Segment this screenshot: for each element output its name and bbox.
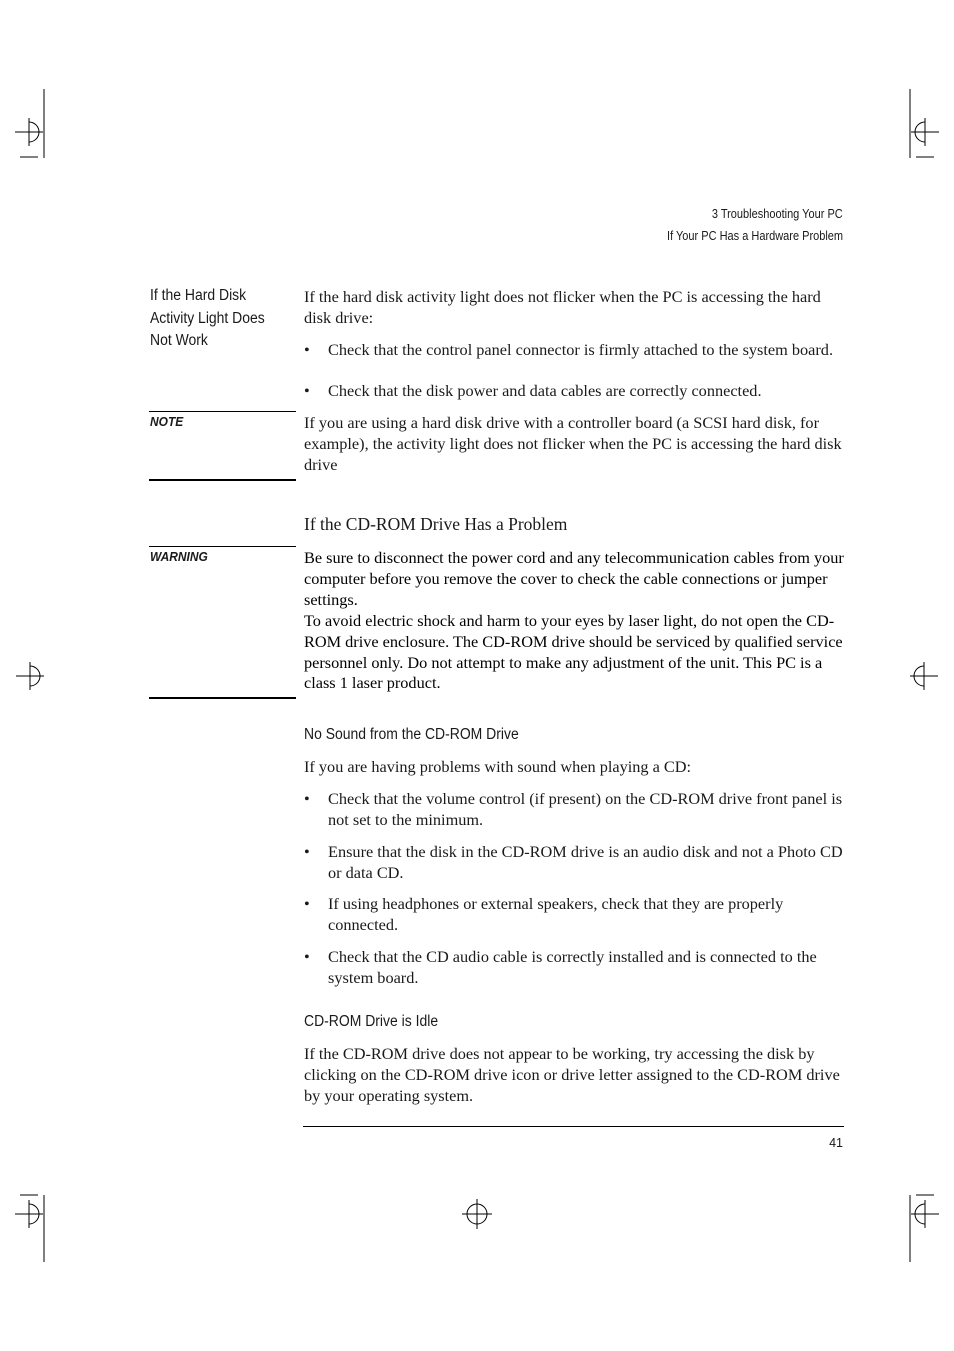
page-number: 41 [829, 1136, 843, 1150]
warning-label: WARNING [150, 549, 208, 564]
warning-text-2: To avoid electric shock and harm to your eyes by laser light, do not open the CD-ROM drive enclosure. The CD-ROM drive should be serviced by qualified service personnel only. Do not attempt to make any adjustment of the unit. This PC is a class 1 laser product. [304, 611, 843, 693]
side-heading-line: If the Hard Disk [150, 287, 247, 304]
running-header-section: If Your PC Has a Hardware Problem [666, 229, 843, 243]
list-item-text: Check that the CD audio cable is correctly installed and is connected to the system board. [328, 947, 817, 987]
footer-rule [303, 1126, 844, 1127]
bullet-marker: • [304, 789, 310, 808]
note-top-rule [149, 411, 296, 412]
list-item-text: Check that the control panel connector is firmly attached to the system board. [328, 340, 834, 359]
list-item-text: Check that the disk power and data cables are correctly connected. [328, 381, 762, 400]
warning-text-1: Be sure to disconnect the power cord and any telecommunication cables from your computer before you remove the cover to check the cable connections or jumper settings. [304, 548, 844, 609]
no-sound-heading: No Sound from the CD-ROM Drive [304, 726, 519, 743]
idle-text: If the CD-ROM drive does not appear to be working, try accessing the disk by clicking on the CD-ROM drive icon or drive letter assigned to the CD-ROM drive by your operating system. [304, 1044, 840, 1105]
bullet-marker: • [304, 842, 310, 861]
bullet-marker: • [304, 381, 310, 400]
list-item-text: Check that the volume control (if present) on the CD-ROM drive front panel is not set to the minimum. [328, 789, 843, 829]
running-header-chapter: 3 Troubleshooting Your PC [712, 207, 843, 221]
warning-top-rule [149, 546, 296, 547]
note-text: If you are using a hard disk drive with a controller board (a SCSI hard disk, for example), the activity light does not flicker when the PC is accessing the hard disk drive [304, 413, 842, 474]
no-sound-intro: If you are having problems with sound when playing a CD: [304, 757, 692, 776]
bullet-marker: • [304, 340, 310, 359]
bullet-marker: • [304, 947, 310, 966]
list-item-text: Ensure that the disk in the CD-ROM drive is an audio disk and not a Photo CD or data CD. [328, 842, 843, 882]
warning-bottom-rule [149, 697, 296, 699]
side-heading-hard-disk [150, 285, 276, 353]
cdrom-section-heading: If the CD-ROM Drive Has a Problem [304, 514, 568, 534]
hard-disk-intro: If the hard disk activity light does not flicker when the PC is accessing the hard disk drive: [304, 287, 821, 327]
side-heading-line: Not Work [150, 332, 208, 349]
idle-heading: CD-ROM Drive is Idle [304, 1013, 439, 1030]
list-item-text: If using headphones or external speakers, check that they are properly connected. [328, 894, 784, 934]
note-bottom-rule [149, 479, 296, 481]
side-heading-line: Activity Light Does [150, 309, 265, 327]
note-label: NOTE [150, 414, 184, 429]
bullet-marker: • [304, 894, 310, 913]
